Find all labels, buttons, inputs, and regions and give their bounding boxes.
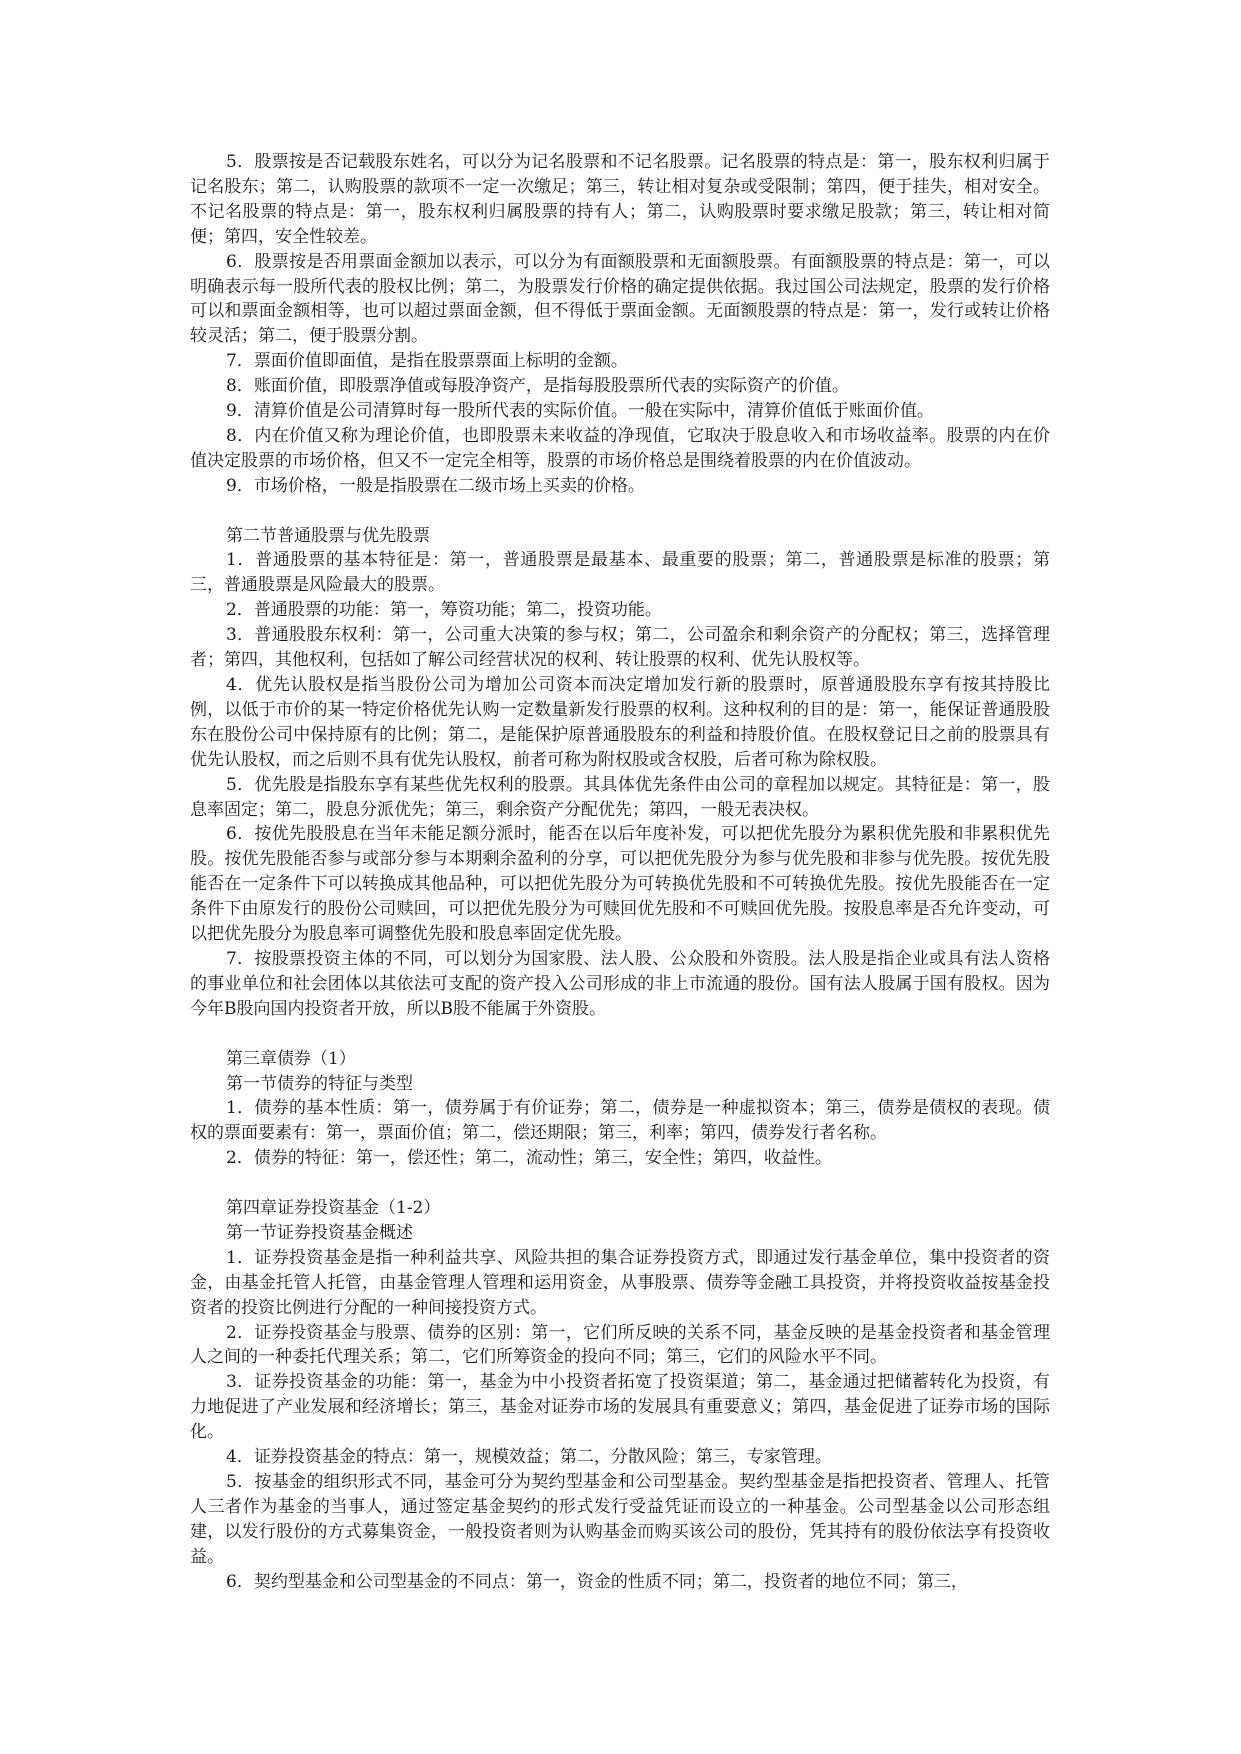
section-heading-4-1: 第一节证券投资基金概述 [226,1222,413,1243]
paragraph-2: 6．股票按是否用票面金额加以表示，可以分为有面额股票和无面额股票。有面额股票的特点是：第一，可以明确表示每一股所代表的股权比例；第二，为股票发行价格的确定提供依据。我过国公司法规定，股票的发行价格可以和票面金额相等，也可以超过票面金额，但不得低于票面金额。无面额股票的特点是：第一，发行或转让价格较灵活；第二，便于股票分割。 [190,251,1050,347]
paragraph-23: 2．证券投资基金与股票、债券的区别：第一，它们所反映的关系不同，基金反映的是基金投资者和基金管理人之间的一种委托代理关系；第二，它们所筹资金的投向不同；第三，它们的风险水平不同。 [190,1322,1050,1368]
paragraph-13: 5．优先股是指股东享有某些优先权利的股票。其具体优先条件由公司的章程加以规定。其特征是：第一，股息率固定；第二，股息分派优先；第三，剩余资产分配优先；第四，一般无表决权。 [190,774,1050,820]
paragraph-3: 7．票面价值即面值，是指在股票票面上标明的金额。 [226,351,628,372]
paragraph-26: 5．按基金的组织形式不同，基金可分为契约型基金和公司型基金。契约型基金是指把投资者、管理人、托管人三者作为基金的当事人，通过签定基金契约的形式发行受益凭证而设立的一种基金。公司型基金以公司形态组建，以发行股份的方式募集资金，一般投资者则为认购基金而购买该公司的股份，凭其持有的股份依法享有投资收益。 [190,1471,1050,1567]
chapter-heading-3: 第三章债券（1） [226,1048,356,1069]
paragraph-18: 1．债券的基本性质：第一，债券属于有价证券；第二，债券是一种虚拟资本；第三，债券是债权的表现。债权的票面要素有：第一，票面价值；第二，偿还期限；第三，利率；第四，债券发行者名称。 [190,1098,1050,1144]
paragraph-14: 6．按优先股股息在当年未能足额分派时，能否在以后年度补发，可以把优先股分为累积优先股和非累积优先股。按优先股能否参与或部分参与本期剩余盈利的分享，可以把优先股分为参与优先股和非参与优先股。按优先股能否在一定条件下可以转换成其他品种，可以把优先股分为可转换优先股和不可转换优先股。按优先股能否在一定条件下由原发行的股份公司赎回，可以把优先股分为可赎回优先股和不可赎回优先股。按股息率是否允许变动，可以把优先股分为股息率可调整优先股和股息率固定优先股。 [190,824,1050,945]
paragraph-15: 7．按股票投资主体的不同，可以划分为国家股、法人股、公众股和外资股。法人股是指企业或具有法人资格的事业单位和社会团体以其依法可支配的资产投入公司形成的非上市流通的股份。国有法人股属于国有股权。因为今年B股向国内投资者开放，所以B股不能属于外资股。 [190,948,1050,1019]
paragraph-10: 2．普通股票的功能：第一，筹资功能；第二，投资功能。 [226,600,662,621]
paragraph-1: 5．股票按是否记载股东姓名，可以分为记名股票和不记名股票。记名股票的特点是：第一，股东权利归属于记名股东；第二，认购股票的款项不一定一次缴足；第三，转让相对复杂或受限制；第四，便于挂失，相对安全。不记名股票的特点是：第一，股东权利归属股票的持有人；第二，认购股票时要求缴足股款；第三，转让相对简便；第四，安全性较差。 [190,152,1050,247]
paragraph-6: 8．内在价值又称为理论价值，也即股票未来收益的净现值，它取决于股息收入和市场收益率。股票的内在价值决定股票的市场价格，但又不一定完全相等，股票的市场价格总是围绕着股票的内在价值波动。 [190,425,1050,471]
section-heading-3-1: 第一节债券的特征与类型 [226,1073,413,1094]
paragraph-24: 3．证券投资基金的功能：第一，基金为中小投资者拓宽了投资渠道；第二，基金通过把储蓄转化为投资，有力地促进了产业发展和经济增长；第三，基金对证券市场的发展具有重要意义；第四，基金促进了证券市场的国际化。 [190,1372,1050,1443]
chapter-heading-4: 第四章证券投资基金（1-2） [226,1198,441,1219]
paragraph-12: 4．优先认股权是指当股份公司为增加公司资本而决定增加发行新的股票时，原普通股股东享有按其持股比例，以低于市价的某一特定价格优先认购一定数量新发行股票的权利。这种权利的目的是：第一，能保证普通股股东在股份公司中保持原有的比例；第二，是能保护原普通股股东的利益和持股价值。在股权登记日之前的股票具有优先认股权，而之后则不具有优先认股权，前者可称为附权股或含权股，后者可称为除权股。 [190,675,1050,770]
paragraph-22: 1．证券投资基金是指一种利益共享、风险共担的集合证券投资方式，即通过发行基金单位，集中投资者的资金，由基金托管人托管，由基金管理人管理和运用资金，从事股票、债券等金融工具投资，并将投资收益按基金投资者的投资比例进行分配的一种间接投资方式。 [190,1247,1050,1318]
paragraph-25: 4．证券投资基金的特点：第一，规模效益；第二，分散风险；第三，专家管理。 [226,1447,832,1468]
paragraph-7: 9．市场价格，一般是指股票在二级市场上买卖的价格。 [226,475,645,496]
document-page [190,150,1050,1595]
paragraph-9: 1．普通股票的基本特征是：第一，普通股票是最基本、最重要的股票；第二，普通股票是标准的股票；第三，普通股票是风险最大的股票。 [190,550,1050,596]
paragraph-4: 8．账面价值，即股票净值或每股净资产，是指每股股票所代表的实际资产的价值。 [226,376,849,397]
paragraph-19: 2．债券的特征：第一，偿还性；第二，流动性；第三，安全性；第四，收益性。 [226,1148,832,1169]
section-heading-2: 第二节普通股票与优先股票 [226,525,430,546]
paragraph-27: 6．契约型基金和公司型基金的不同点：第一，资金的性质不同；第二，投资者的地位不同；第三， [226,1571,968,1592]
paragraph-11: 3．普通股股东权利：第一，公司重大决策的参与权；第二，公司盈余和剩余资产的分配权；第三，选择管理者；第四，其他权利，包括如了解公司经营状况的权利、转让股票的权利、优先认股权等。 [190,625,1050,671]
paragraph-5: 9．清算价值是公司清算时每一股所代表的实际价值。一般在实际中，清算价值低于账面价值。 [226,401,934,422]
